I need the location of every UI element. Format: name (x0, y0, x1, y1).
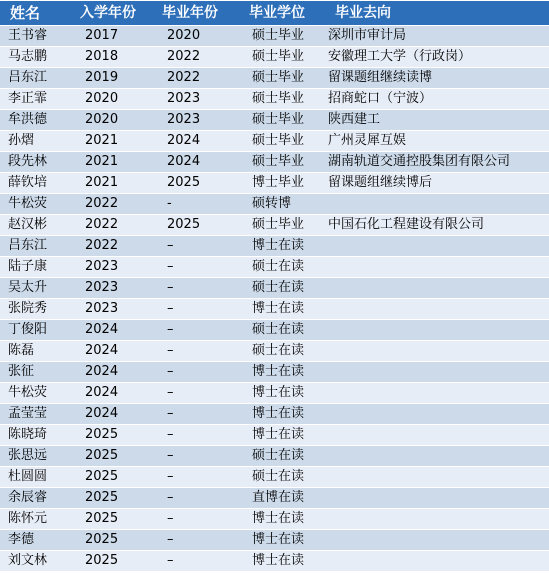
grad-year-cell: 2022 (153, 47, 240, 68)
enroll-year-cell: 2024 (71, 320, 153, 341)
header-degree: 毕业学位 (240, 1, 326, 26)
enroll-year-cell: 2025 (71, 425, 153, 446)
grad-year-cell: – (153, 278, 240, 299)
grad-year-cell: 2025 (153, 173, 240, 194)
enroll-year-cell: 2022 (71, 194, 153, 215)
table-row (0, 551, 549, 572)
grad-year-cell: – (153, 362, 240, 383)
table-row (0, 215, 549, 236)
enroll-year-cell: 2020 (71, 110, 153, 131)
grad-year-cell: 2023 (153, 89, 240, 110)
grad-year-cell: - (153, 194, 240, 215)
grad-year-cell: 2023 (153, 110, 240, 131)
header-grad-year: 毕业年份 (153, 1, 240, 26)
table-row (0, 173, 549, 194)
table-row (0, 47, 549, 68)
degree-cell: 博士在读 (240, 299, 326, 320)
table-row (0, 110, 549, 131)
destination-cell (326, 530, 549, 551)
degree-cell: 硕士在读 (240, 320, 326, 341)
name-cell: 吕东江 (0, 236, 71, 257)
degree-cell: 硕士在读 (240, 278, 326, 299)
destination-cell (326, 194, 549, 215)
name-cell: 吴太升 (0, 278, 71, 299)
grad-year-cell: – (153, 467, 240, 488)
degree-cell: 博士在读 (240, 551, 326, 572)
name-cell: 牛松荧 (0, 383, 71, 404)
name-cell: 李德 (0, 530, 71, 551)
destination-cell (326, 257, 549, 278)
name-cell: 陈晓琦 (0, 425, 71, 446)
enroll-year-cell: 2024 (71, 341, 153, 362)
table-row (0, 26, 549, 47)
table-row (0, 509, 549, 530)
grad-year-cell: – (153, 488, 240, 509)
enroll-year-cell: 2024 (71, 362, 153, 383)
name-cell: 陈磊 (0, 341, 71, 362)
enroll-year-cell: 2021 (71, 131, 153, 152)
grad-year-cell: 2020 (153, 26, 240, 47)
enroll-year-cell: 2025 (71, 530, 153, 551)
destination-cell: 安徽理工大学（行政岗） (326, 47, 549, 68)
name-cell: 杜圆圆 (0, 467, 71, 488)
destination-cell: 深圳市审计局 (326, 26, 549, 47)
destination-cell (326, 362, 549, 383)
enroll-year-cell: 2025 (71, 467, 153, 488)
name-cell: 陈怀元 (0, 509, 71, 530)
name-cell: 刘文林 (0, 551, 71, 572)
table-body (0, 26, 549, 572)
name-cell: 李正霏 (0, 89, 71, 110)
degree-cell: 博士在读 (240, 404, 326, 425)
destination-cell: 留课题组继续读博 (326, 68, 549, 89)
grad-year-cell: – (153, 425, 240, 446)
table-row (0, 341, 549, 362)
degree-cell: 硕士毕业 (240, 47, 326, 68)
name-cell: 张征 (0, 362, 71, 383)
table-row (0, 425, 549, 446)
enroll-year-cell: 2017 (71, 26, 153, 47)
degree-cell: 硕士毕业 (240, 89, 326, 110)
grad-year-cell: – (153, 530, 240, 551)
enroll-year-cell: 2019 (71, 68, 153, 89)
degree-cell: 硕转博 (240, 194, 326, 215)
enroll-year-cell: 2022 (71, 215, 153, 236)
grad-year-cell: – (153, 446, 240, 467)
name-cell: 张思远 (0, 446, 71, 467)
name-cell: 陆子康 (0, 257, 71, 278)
enroll-year-cell: 2022 (71, 236, 153, 257)
destination-cell (326, 404, 549, 425)
name-cell: 孟莹莹 (0, 404, 71, 425)
degree-cell: 硕士在读 (240, 467, 326, 488)
destination-cell: 招商蛇口（宁波） (326, 89, 549, 110)
table-row (0, 530, 549, 551)
degree-cell: 硕士毕业 (240, 26, 326, 47)
table-row (0, 362, 549, 383)
table-row (0, 236, 549, 257)
destination-cell (326, 341, 549, 362)
grad-year-cell: – (153, 509, 240, 530)
grad-year-cell: 2024 (153, 152, 240, 173)
table-row (0, 383, 549, 404)
table-row (0, 299, 549, 320)
degree-cell: 直博在读 (240, 488, 326, 509)
grad-year-cell: – (153, 341, 240, 362)
grad-year-cell: – (153, 257, 240, 278)
destination-cell (326, 551, 549, 572)
enroll-year-cell: 2025 (71, 488, 153, 509)
enroll-year-cell: 2023 (71, 278, 153, 299)
table-row (0, 467, 549, 488)
name-cell: 孙熠 (0, 131, 71, 152)
header-enroll-year: 入学年份 (71, 1, 153, 26)
enroll-year-cell: 2024 (71, 383, 153, 404)
destination-cell (326, 278, 549, 299)
destination-cell: 中国石化工程建设有限公司 (326, 215, 549, 236)
degree-cell: 硕士在读 (240, 257, 326, 278)
degree-cell: 硕士毕业 (240, 68, 326, 89)
degree-cell: 博士在读 (240, 236, 326, 257)
enroll-year-cell: 2024 (71, 404, 153, 425)
table-row (0, 257, 549, 278)
enroll-year-cell: 2023 (71, 299, 153, 320)
degree-cell: 博士在读 (240, 362, 326, 383)
grad-year-cell: 2024 (153, 131, 240, 152)
enroll-year-cell: 2023 (71, 257, 153, 278)
grad-year-cell: – (153, 404, 240, 425)
table-row (0, 89, 549, 110)
grad-year-cell: 2022 (153, 68, 240, 89)
degree-cell: 博士在读 (240, 509, 326, 530)
table-row (0, 404, 549, 425)
table-row (0, 68, 549, 89)
destination-cell (326, 509, 549, 530)
name-cell: 薛钦培 (0, 173, 71, 194)
header-row (0, 1, 549, 26)
destination-cell (326, 425, 549, 446)
name-cell: 牛松荧 (0, 194, 71, 215)
name-cell: 丁俊阳 (0, 320, 71, 341)
name-cell: 余辰睿 (0, 488, 71, 509)
table-header (0, 1, 549, 26)
header-destination: 毕业去向 (326, 1, 549, 26)
destination-cell: 广州灵犀互娱 (326, 131, 549, 152)
grad-year-cell: – (153, 383, 240, 404)
name-cell: 马志鹏 (0, 47, 71, 68)
degree-cell: 博士在读 (240, 530, 326, 551)
table-row (0, 131, 549, 152)
name-cell: 赵汉彬 (0, 215, 71, 236)
destination-cell: 陕西建工 (326, 110, 549, 131)
enroll-year-cell: 2025 (71, 551, 153, 572)
enroll-year-cell: 2021 (71, 152, 153, 173)
enroll-year-cell: 2025 (71, 446, 153, 467)
degree-cell: 硕士毕业 (240, 215, 326, 236)
degree-cell: 博士在读 (240, 425, 326, 446)
grad-year-cell: – (153, 299, 240, 320)
degree-cell: 硕士在读 (240, 341, 326, 362)
table-row (0, 488, 549, 509)
name-cell: 张院秀 (0, 299, 71, 320)
grad-year-cell: – (153, 236, 240, 257)
destination-cell (326, 446, 549, 467)
table-row (0, 278, 549, 299)
degree-cell: 硕士在读 (240, 446, 326, 467)
degree-cell: 硕士毕业 (240, 152, 326, 173)
grad-year-cell: – (153, 551, 240, 572)
destination-cell (326, 488, 549, 509)
destination-cell: 湖南轨道交通控股集团有限公司 (326, 152, 549, 173)
degree-cell: 硕士毕业 (240, 110, 326, 131)
destination-cell (326, 299, 549, 320)
table-row (0, 320, 549, 341)
enroll-year-cell: 2021 (71, 173, 153, 194)
enroll-year-cell: 2025 (71, 509, 153, 530)
enroll-year-cell: 2020 (71, 89, 153, 110)
table-row (0, 194, 549, 215)
grad-year-cell: – (153, 320, 240, 341)
table-row (0, 152, 549, 173)
name-cell: 牟洪德 (0, 110, 71, 131)
enroll-year-cell: 2018 (71, 47, 153, 68)
destination-cell (326, 383, 549, 404)
degree-cell: 硕士毕业 (240, 131, 326, 152)
header-name: 姓名 (0, 1, 71, 26)
destination-cell (326, 320, 549, 341)
grad-year-cell: 2025 (153, 215, 240, 236)
name-cell: 吕东江 (0, 68, 71, 89)
degree-cell: 博士毕业 (240, 173, 326, 194)
destination-cell (326, 236, 549, 257)
name-cell: 王书睿 (0, 26, 71, 47)
destination-cell (326, 467, 549, 488)
destination-cell: 留课题组继续博后 (326, 173, 549, 194)
table-row (0, 446, 549, 467)
name-cell: 段先林 (0, 152, 71, 173)
degree-cell: 博士在读 (240, 383, 326, 404)
